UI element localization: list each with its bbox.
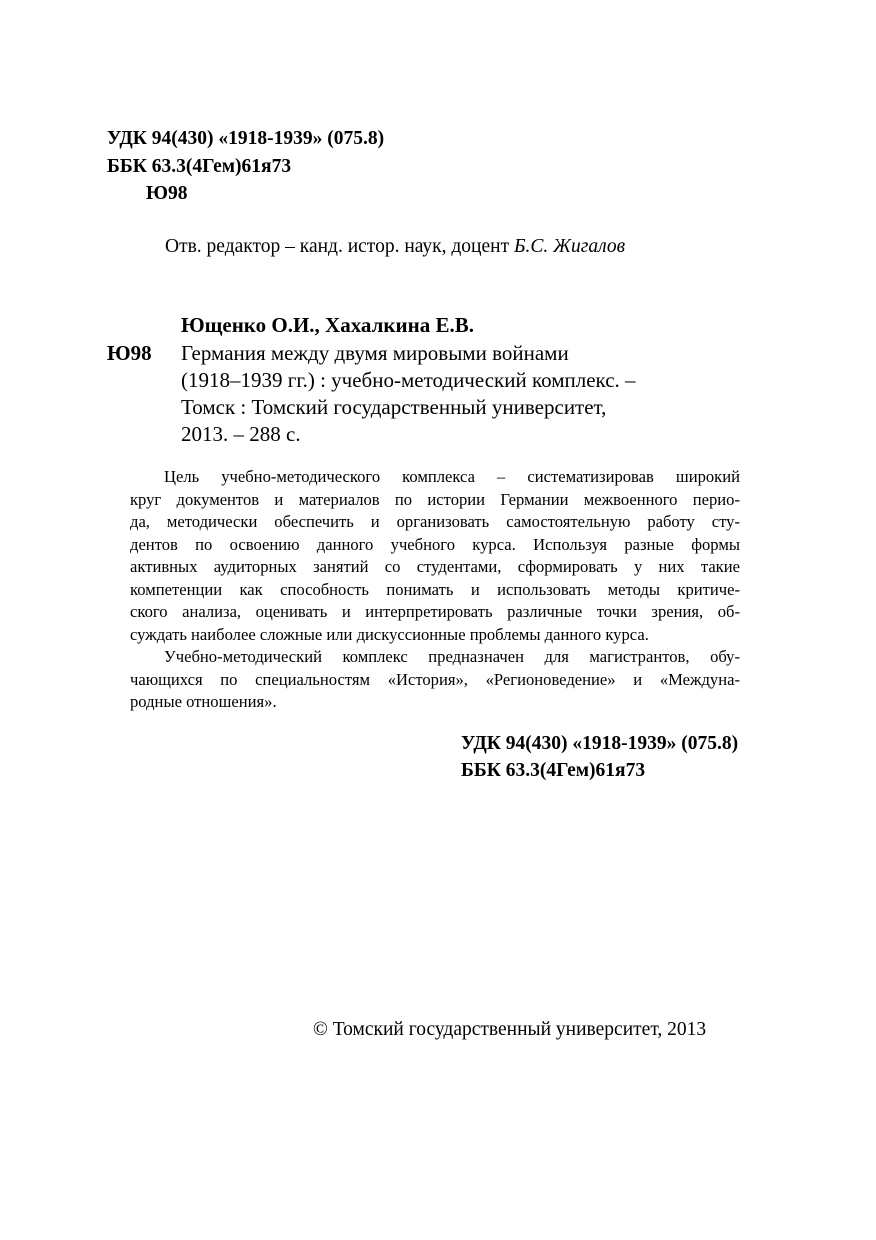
- abstract-line: да, методически обеспечить и организовать самостоятельную работу сту-: [130, 512, 740, 531]
- bibliography-line: Томск : Томский государственный университет,: [181, 395, 607, 419]
- abstract-line: суждать наиболее сложные или дискуссионные проблемы данного курса.: [130, 624, 649, 644]
- abstract-line: круг документов и материалов по истории Германии межвоенного перио-: [130, 489, 740, 509]
- footer-udk-code: УДК 94(430) «1918-1939» (075.8): [461, 733, 739, 754]
- abstract-line: чающихся по специальностям «История», «Регионоведение» и «Междуна-: [130, 669, 740, 689]
- bibliography-sign: Ю98: [107, 341, 152, 365]
- editor-label: Отв. редактор – канд. истор. наук, доцент: [165, 236, 514, 257]
- editor-name: Б.С. Жигалов: [513, 236, 626, 257]
- abstract-line: активных аудиторных занятий со студентами, сформировать у них такие: [130, 557, 740, 576]
- bibliography-line: Германия между двумя мировыми войнами: [181, 341, 569, 365]
- abstract-line: компетенции как способность понимать и использовать методы критиче-: [130, 579, 740, 599]
- abstract: [130, 466, 740, 714]
- abstract-line: ского анализа, оценивать и интерпретировать различные точки зрения, об-: [130, 602, 740, 621]
- header-udk-code: УДК 94(430) «1918-1939» (075.8): [107, 128, 385, 149]
- abstract-line: дентов по освоению данного учебного курса. Используя разные формы: [130, 534, 740, 554]
- abstract-paragraph-2: [130, 646, 740, 714]
- abstract-line: родные отношения».: [130, 692, 277, 711]
- abstract-line: Учебно-методический комплекс предназначен для магистрантов, обу-: [164, 647, 740, 666]
- abstract-paragraph-1: [130, 466, 740, 646]
- responsible-editor: [165, 236, 625, 258]
- copyright-notice: © Томский государственный университет, 2013: [313, 1019, 707, 1040]
- abstract-line: Цель учебно-методического комплекса – систематизировав широкий: [164, 467, 740, 486]
- header-author-sign: Ю98: [146, 183, 188, 204]
- bibliography-line: 2013. – 288 с.: [181, 422, 301, 446]
- bibliography-line: (1918–1939 гг.) : учебно-методический комплекс. –: [181, 368, 636, 392]
- footer-bbk-code: ББК 63.3(4Гем)61я73: [461, 760, 646, 781]
- bibliography-authors: Ющенко О.И., Хахалкина Е.В.: [181, 313, 474, 337]
- header-bbk-code: ББК 63.3(4Гем)61я73: [107, 156, 292, 177]
